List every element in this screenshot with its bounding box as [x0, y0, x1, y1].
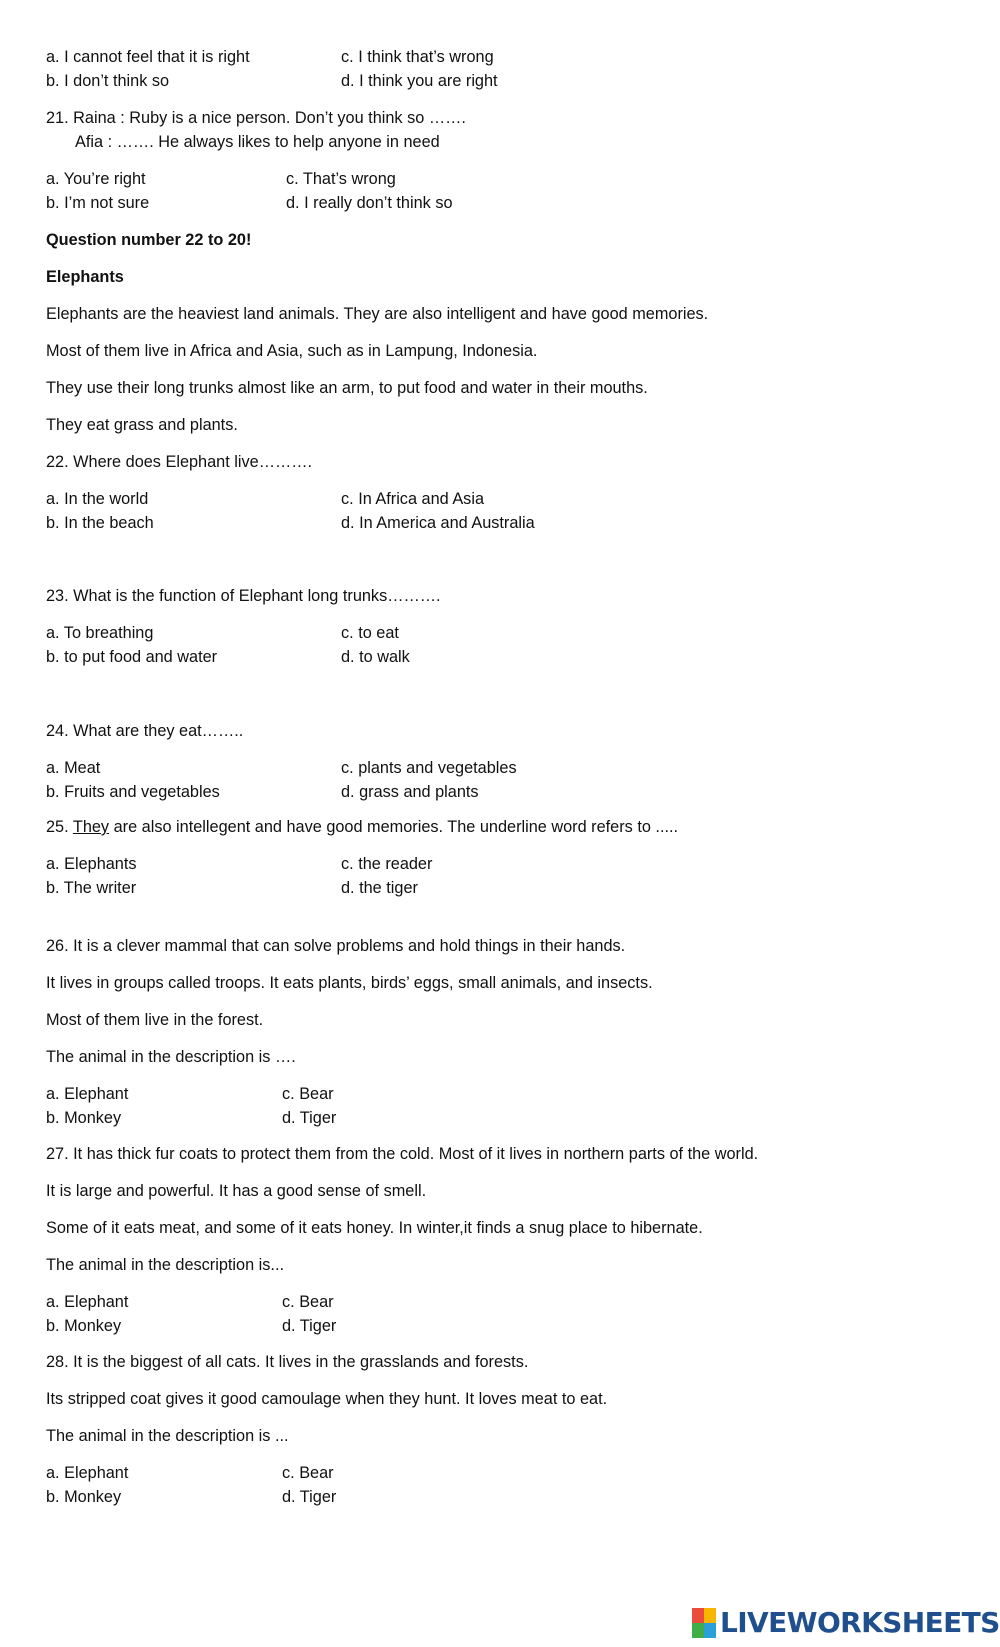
- logo-block-green: [692, 1623, 704, 1638]
- q21-option-d: d. I really don’t think so: [286, 194, 453, 212]
- passage-paragraph-2: Most of them live in Africa and Asia, such as in Lampung, Indonesia.: [46, 342, 538, 360]
- passage-paragraph-1: Elephants are the heaviest land animals. They are also intelligent and have good memories.: [46, 305, 709, 323]
- q27-question: The animal in the description is...: [46, 1256, 285, 1274]
- q28-option-c: c. Bear: [282, 1464, 334, 1482]
- q28-line1: 28. It is the biggest of all cats. It lives in the grasslands and forests.: [46, 1353, 529, 1371]
- q28-option-b: b. Monkey: [46, 1488, 122, 1506]
- q20-option-d: d. I think you are right: [341, 72, 498, 90]
- q21-line1: 21. Raina : Ruby is a nice person. Don’t you think so …….: [46, 109, 466, 127]
- q27-line3: Some of it eats meat, and some of it eats honey. In winter,it finds a snug place to hibernate.: [46, 1219, 703, 1237]
- q27-line1: 27. It has thick fur coats to protect them from the cold. Most of it lives in northern parts of the world.: [46, 1145, 759, 1163]
- q23-question: 23. What is the function of Elephant long trunks……….: [46, 587, 441, 605]
- q25-option-b: b. The writer: [46, 879, 137, 897]
- q24-option-c: c. plants and vegetables: [341, 759, 517, 777]
- logo-block-red: [692, 1608, 704, 1623]
- q25-option-a: a. Elephants: [46, 855, 137, 873]
- q25-option-c: c. the reader: [341, 855, 433, 873]
- logo-block-blue: [704, 1623, 716, 1638]
- q28-option-a: a. Elephant: [46, 1464, 129, 1482]
- q24-option-a: a. Meat: [46, 759, 101, 777]
- q25-option-d: d. the tiger: [341, 879, 418, 897]
- q26-option-d: d. Tiger: [282, 1109, 337, 1127]
- q21-option-a: a. You’re right: [46, 170, 146, 188]
- q27-option-d: d. Tiger: [282, 1317, 337, 1335]
- q21-option-c: c. That’s wrong: [286, 170, 396, 188]
- q22-option-b: b. In the beach: [46, 514, 154, 532]
- passage-paragraph-4: They eat grass and plants.: [46, 416, 238, 434]
- q27-option-a: a. Elephant: [46, 1293, 129, 1311]
- q28-line2: Its stripped coat gives it good camoulage when they hunt. It loves meat to eat.: [46, 1390, 608, 1408]
- logo-blocks-icon: [692, 1608, 716, 1638]
- q27-line2: It is large and powerful. It has a good sense of smell.: [46, 1182, 427, 1200]
- q27-option-b: b. Monkey: [46, 1317, 122, 1335]
- passage-paragraph-3: They use their long trunks almost like an arm, to put food and water in their mouths.: [46, 379, 648, 397]
- q22-option-d: d. In America and Australia: [341, 514, 535, 532]
- q23-option-a: a. To breathing: [46, 624, 154, 642]
- q20-option-c: c. I think that’s wrong: [341, 48, 494, 66]
- q23-option-c: c. to eat: [341, 624, 399, 642]
- passage-title: Elephants: [46, 268, 124, 286]
- q21-option-b: b. I’m not sure: [46, 194, 150, 212]
- q21-line2: Afia : ……. He always likes to help anyone in need: [75, 133, 440, 151]
- q26-line1: 26. It is a clever mammal that can solve problems and hold things in their hands.: [46, 937, 626, 955]
- q26-line2: It lives in groups called troops. It eats plants, birds’ eggs, small animals, and insects.: [46, 974, 653, 992]
- q24-option-d: d. grass and plants: [341, 783, 479, 801]
- q26-option-b: b. Monkey: [46, 1109, 122, 1127]
- q22-option-c: c. In Africa and Asia: [341, 490, 484, 508]
- q24-question: 24. What are they eat……..: [46, 722, 244, 740]
- q27-option-c: c. Bear: [282, 1293, 334, 1311]
- liveworksheets-logo: [692, 1605, 1000, 1641]
- q26-option-a: a. Elephant: [46, 1085, 129, 1103]
- logo-block-yellow: [704, 1608, 716, 1623]
- q20-option-b: b. I don’t think so: [46, 72, 170, 90]
- logo-text: LIVEWORKSHEETS: [720, 1606, 1000, 1639]
- q28-option-d: d. Tiger: [282, 1488, 337, 1506]
- section-heading: Question number 22 to 20!: [46, 231, 252, 249]
- q26-option-c: c. Bear: [282, 1085, 334, 1103]
- q24-option-b: b. Fruits and vegetables: [46, 783, 220, 801]
- q25-underlined-word: They: [72, 818, 110, 836]
- q25-suffix: are also intellegent and have good memories. The underline word refers to .....: [109, 818, 679, 836]
- q25-question: [46, 816, 678, 838]
- q20-option-a: a. I cannot feel that it is right: [46, 48, 250, 66]
- q22-question: 22. Where does Elephant live……….: [46, 453, 313, 471]
- q28-question: The animal in the description is ...: [46, 1427, 289, 1445]
- q23-option-b: b. to put food and water: [46, 648, 218, 666]
- q23-option-d: d. to walk: [341, 648, 410, 666]
- q26-question: The animal in the description is ….: [46, 1048, 296, 1066]
- q26-line3: Most of them live in the forest.: [46, 1011, 264, 1029]
- q25-prefix: 25.: [46, 818, 73, 836]
- q22-option-a: a. In the world: [46, 490, 149, 508]
